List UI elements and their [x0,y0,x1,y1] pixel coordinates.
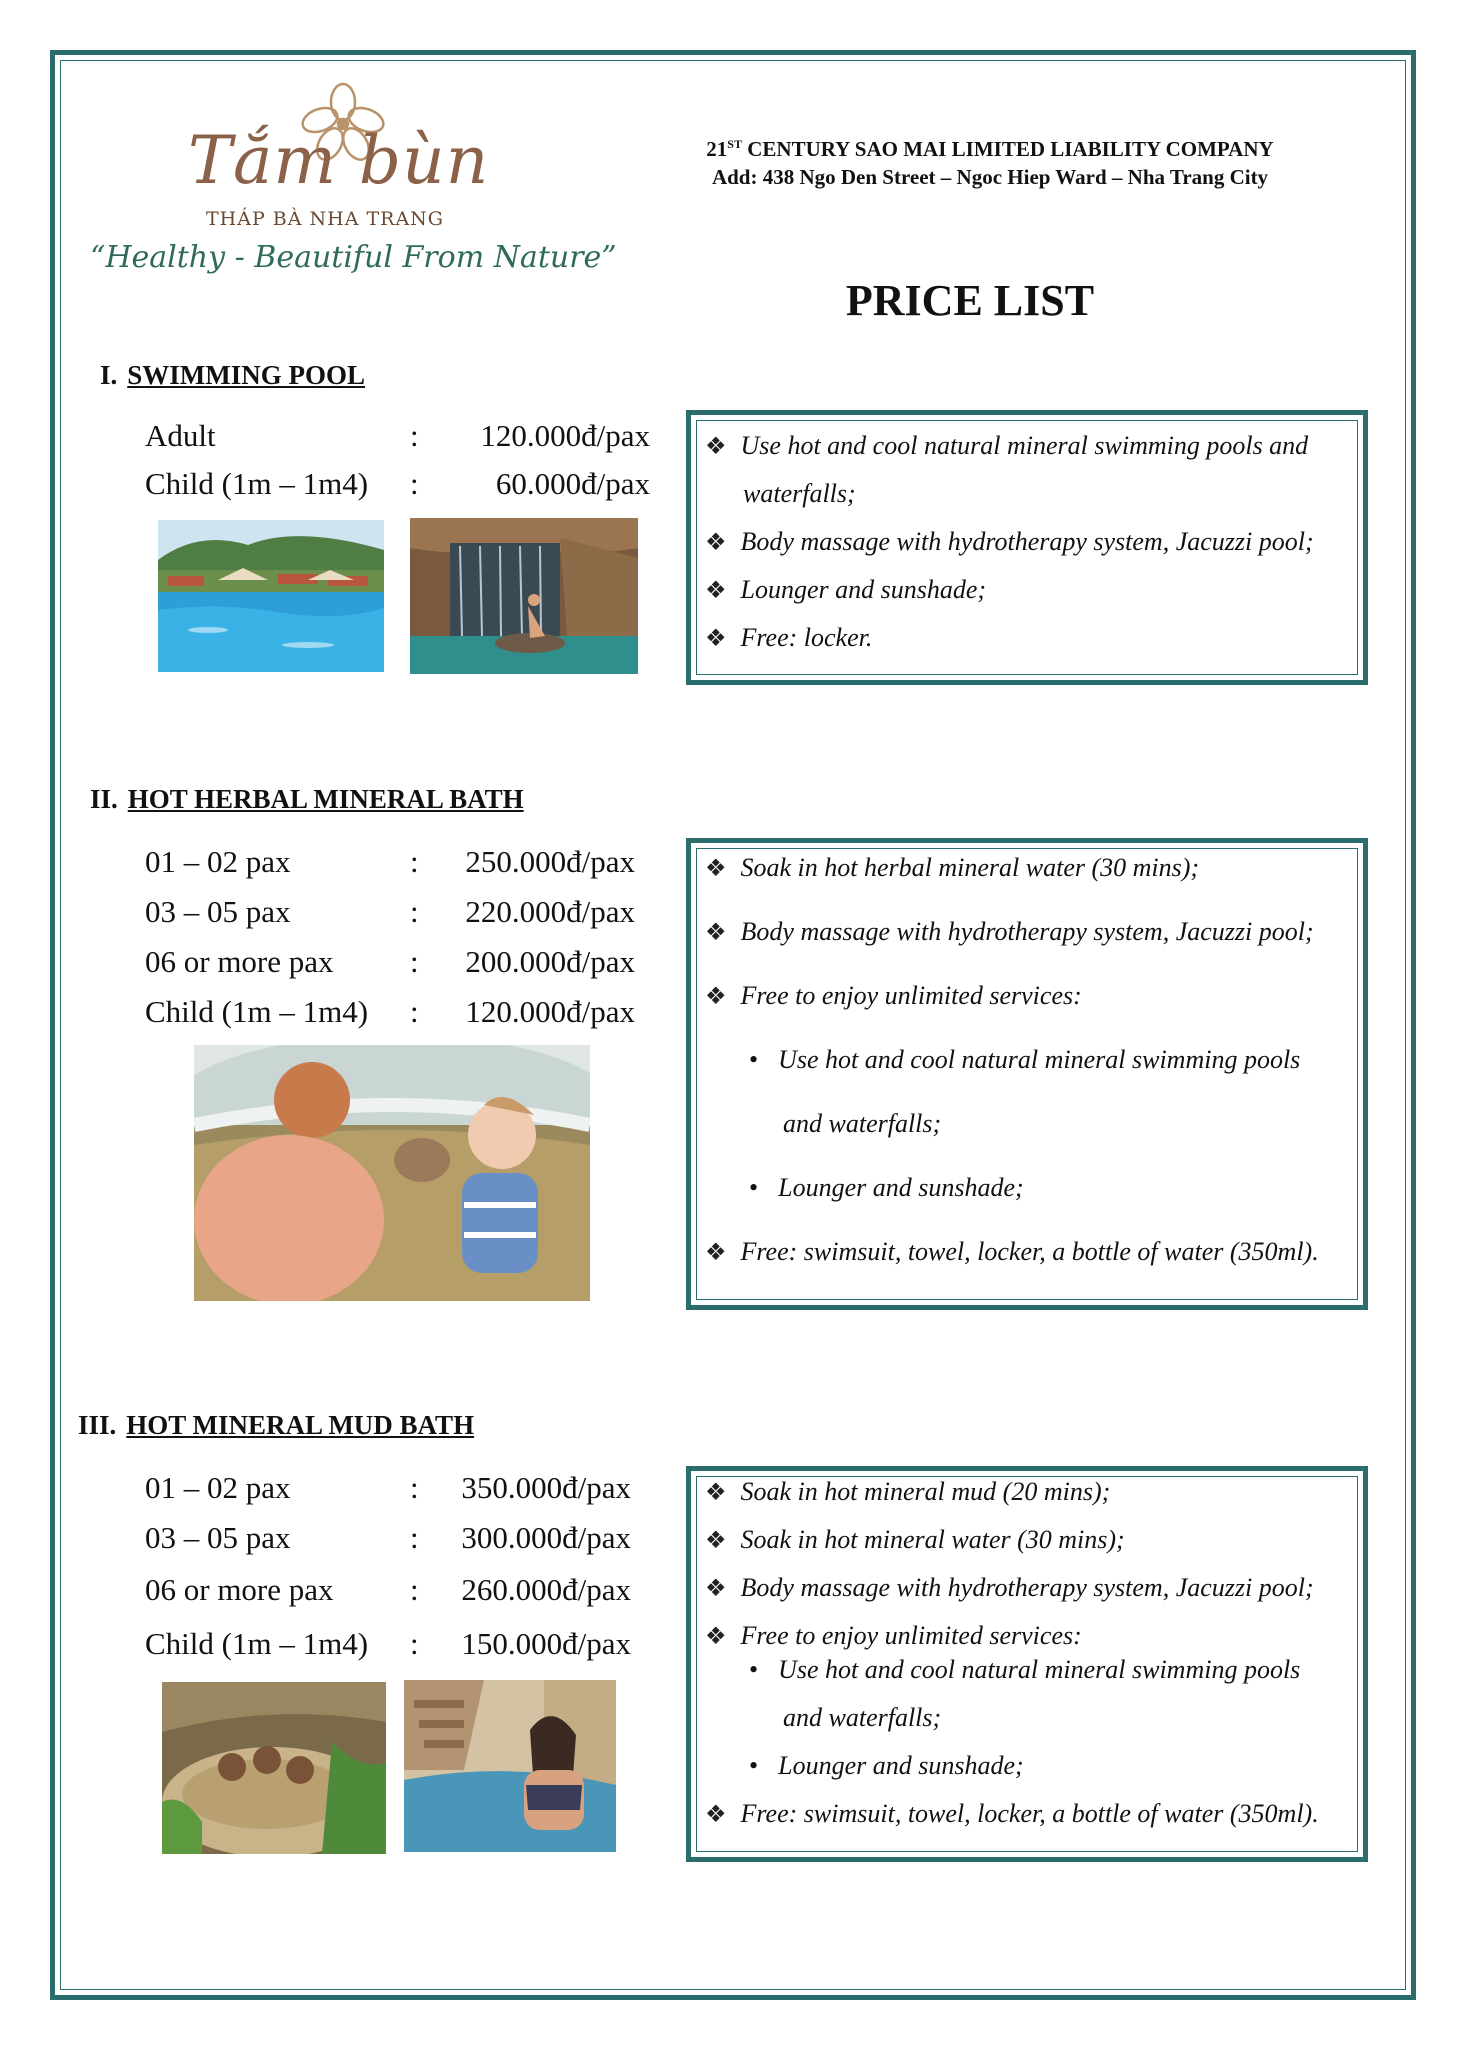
diamond-bullet-icon: ❖ [705,920,727,946]
feature-item: ❖ Use hot and cool natural mineral swimming pools and [705,431,1309,460]
features-box-swimming-pool [686,410,1368,685]
feature-item: ❖ Body massage with hydrotherapy system, Jacuzzi pool; [705,1573,1314,1602]
section-heading-herbal-bath: II. HOT HERBAL MINERAL BATH [90,784,524,814]
diamond-bullet-icon: ❖ [705,1802,727,1828]
company-header [650,130,1330,191]
feature-item: ❖ Free to enjoy unlimited services: [705,1621,1082,1650]
brand-slogan: “Healthy - Beautiful From Nature” [90,240,617,275]
feature-item: ❖ Soak in hot mineral mud (20 mins); [705,1477,1111,1506]
mud-bath-woman-photo [404,1680,616,1852]
sub-item: • Lounger and sunshade; [749,1173,1024,1202]
diamond-bullet-icon: ❖ [705,856,727,882]
feature-item: ❖ Free: locker. [705,623,873,652]
feature-item: ❖ Free: swimsuit, towel, locker, a bottle of water (350ml). [705,1799,1319,1828]
herbal-bath-photo [194,1045,590,1301]
sub-item: • Lounger and sunshade; [749,1751,1024,1780]
diamond-bullet-icon: ❖ [705,626,727,652]
mud-bath-group-photo [162,1682,386,1854]
diamond-bullet-icon: ❖ [705,434,727,460]
feature-item: ❖ Lounger and sunshade; [705,575,987,604]
features-box-herbal-bath [686,838,1368,1310]
sub-item-continued: and waterfalls; [783,1109,942,1138]
brand-logo [88,80,617,290]
features-box-mud-bath [686,1466,1368,1862]
diamond-bullet-icon: ❖ [705,1240,727,1266]
dot-bullet-icon: • [749,1751,759,1780]
feature-item: ❖ Body massage with hydrotherapy system, Jacuzzi pool; [705,917,1314,946]
feature-item: ❖ Free to enjoy unlimited services: [705,981,1082,1010]
diamond-bullet-icon: ❖ [705,1624,727,1650]
diamond-bullet-icon: ❖ [705,1528,727,1554]
dot-bullet-icon: • [749,1173,759,1202]
feature-item: ❖ Body massage with hydrotherapy system, Jacuzzi pool; [705,527,1314,556]
feature-item-continued: waterfalls; [743,479,856,508]
brand-subtitle: THÁP BÀ NHA TRANG [206,208,444,230]
feature-item: ❖ Soak in hot herbal mineral water (30 mins); [705,853,1200,882]
waterfall-photo [410,518,638,674]
feature-item: ❖ Free: swimsuit, towel, locker, a bottle of water (350ml). [705,1237,1319,1266]
section-heading-swimming-pool: I. SWIMMING POOL [100,360,366,390]
diamond-bullet-icon: ❖ [705,984,727,1010]
diamond-bullet-icon: ❖ [705,578,727,604]
feature-item: ❖ Soak in hot mineral water (30 mins); [705,1525,1125,1554]
sub-item: • Use hot and cool natural mineral swimming pools [749,1655,1301,1684]
section-heading-mud-bath: III. HOT MINERAL MUD BATH [78,1410,475,1440]
diamond-bullet-icon: ❖ [705,1576,727,1602]
swimming-pool-photo [158,520,384,672]
company-address: Add: 438 Ngo Den Street – Ngoc Hiep Ward – Nha Trang City [711,165,1269,189]
diamond-bullet-icon: ❖ [705,1480,727,1506]
brand-name: Tắm bùn [188,122,490,199]
dot-bullet-icon: • [749,1655,759,1684]
page-title: PRICE LIST [845,276,1095,325]
sub-item: • Use hot and cool natural mineral swimming pools [749,1045,1301,1074]
dot-bullet-icon: • [749,1045,759,1074]
company-name: 21ST CENTURY SAO MAI LIMITED LIABILITY COMPANY [706,137,1274,161]
diamond-bullet-icon: ❖ [705,530,727,556]
sub-item-continued: and waterfalls; [783,1703,942,1732]
